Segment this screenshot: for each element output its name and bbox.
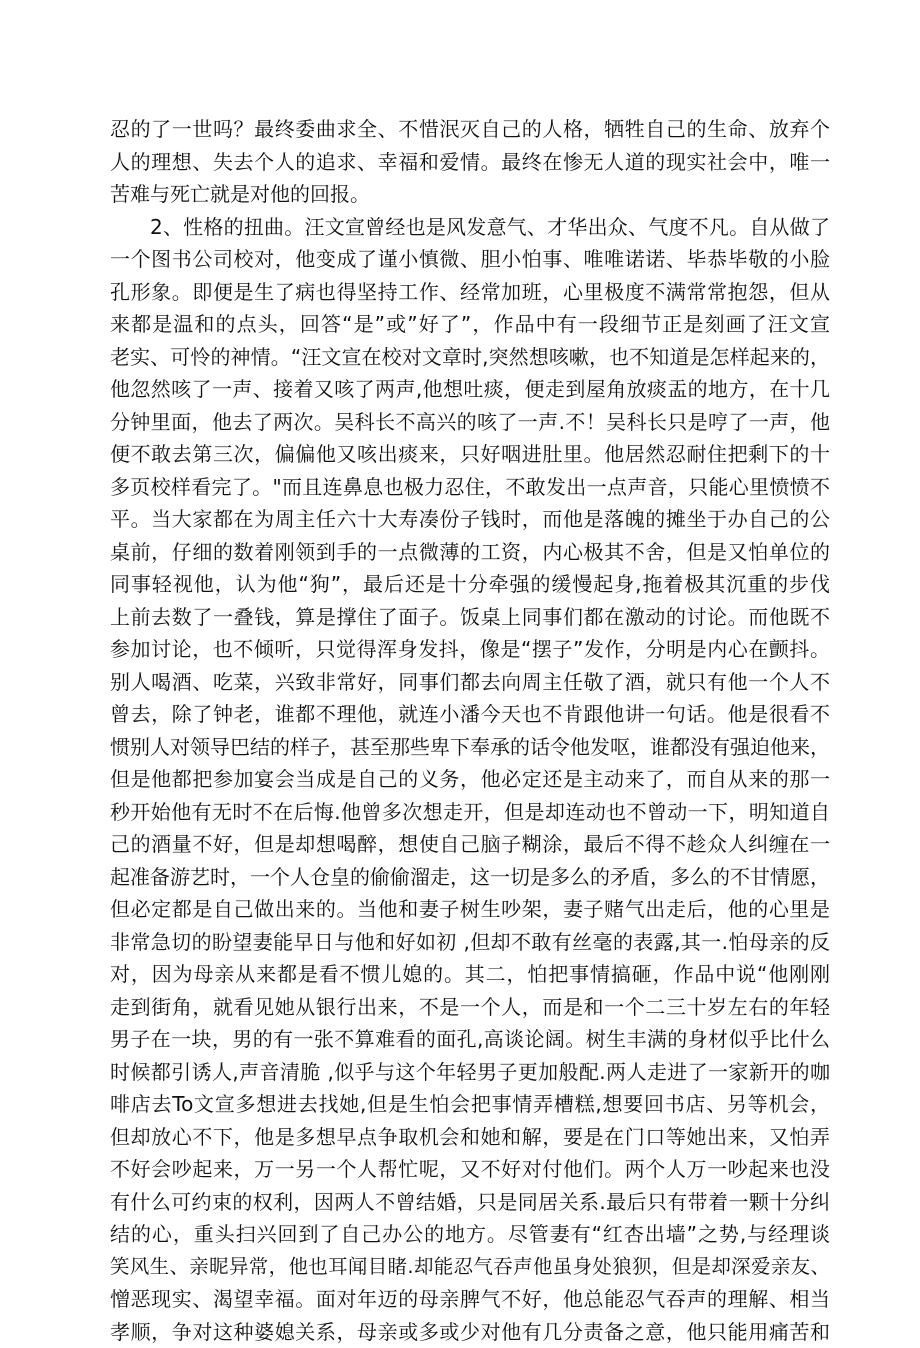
text-line: 别人喝酒、吃菜，兴致非常好，同事们都去向周主任敬了酒，就只有他一个人不 bbox=[110, 666, 830, 699]
text-line: 起准备游艺时，一个人仓皇的偷偷溜走，这一切是多么的矛盾，多么的不甘情愿， bbox=[110, 861, 830, 894]
text-line: 老实、可怜的神情。“汪文宣在校对文章时,突然想咳嗽，也不知道是怎样起来的， bbox=[110, 341, 830, 374]
text-line: 桌前，仔细的数着刚领到手的一点微薄的工资，内心极其不舍，但是又怕单位的 bbox=[110, 536, 830, 569]
text-line: 2、性格的扭曲。汪文宣曾经也是风发意气、才华出众、气度不凡。自从做了 bbox=[110, 211, 830, 244]
text-line: 来都是温和的点头，回答“是”或”好了”，作品中有一段细节正是刻画了汪文宣 bbox=[110, 308, 830, 341]
text-line: 憎恶现实、渴望幸福。面对年迈的母亲脾气不好，他总能忍气吞声的理解、相当 bbox=[110, 1283, 830, 1316]
text-line: 苦难与死亡就是对他的回报。 bbox=[110, 178, 830, 211]
text-line: 笑风生、亲昵异常，他也耳闻目睹.却能忍气吞声他虽身处狼狈，但是却深爱亲友、 bbox=[110, 1251, 830, 1284]
text-line: 惯别人对领导巴结的样子，甚至那些卑下奉承的话令他发呕，谁都没有强迫他来， bbox=[110, 731, 830, 764]
text-line: 男子在一块，男的有一张不算难看的面孔,高谈论阔。树生丰满的身材似乎比什么 bbox=[110, 1023, 830, 1056]
text-line: 上前去数了一叠钱，算是撑住了面子。饭桌上同事们都在激动的讨论。而他既不 bbox=[110, 601, 830, 634]
text-line: 分钟里面，他去了两次。吴科长不高兴的咳了一声.不！吴科长只是哼了一声，他 bbox=[110, 406, 830, 439]
text-line: 但是他都把参加宴会当成是自己的义务，他必定还是主动来了，而自从来的那一 bbox=[110, 763, 830, 796]
text-line: 不好会吵起来，万一另一个人帮忙呢，又不好对付他们。两个人万一吵起来也没 bbox=[110, 1153, 830, 1186]
text-line: 秒开始他有无时不在后悔.他曾多次想走开，但是却连动也不曾动一下，明知道自 bbox=[110, 796, 830, 829]
text-line: 对，因为母亲从来都是看不惯儿媳的。其二，怕把事情搞砸，作品中说“他刚刚 bbox=[110, 958, 830, 991]
text-line: 曾去，除了钟老，谁都不理他，就连小潘今天也不肯跟他讲一句话。他是很看不 bbox=[110, 698, 830, 731]
text-line: 但必定都是自己做出来的。当他和妻子树生吵架，妻子赌气出走后，他的心里是 bbox=[110, 893, 830, 926]
text-line: 参加讨论，也不倾听，只觉得浑身发抖，像是“摆子”发作，分明是内心在颤抖。 bbox=[110, 633, 830, 666]
text-line: 走到街角，就看见她从银行出来，不是一个人，而是和一个二三十岁左右的年轻 bbox=[110, 991, 830, 1024]
text-line: 忍的了一世吗？最终委曲求全、不惜泯灭自己的人格，牺牲自己的生命、放弃个 bbox=[110, 113, 830, 146]
text-line: 但却放心不下，他是多想早点争取机会和她和解，要是在门口等她出来，又怕弄 bbox=[110, 1121, 830, 1154]
text-line: 一个图书公司校对，他变成了谨小慎微、胆小怕事、唯唯诺诺、毕恭毕敬的小脸 bbox=[110, 243, 830, 276]
text-line: 非常急切的盼望妻能早日与他和好如初 ,但却不敢有丝毫的表露,其一.怕母亲的反 bbox=[110, 926, 830, 959]
text-line: 结的心，重头扫兴回到了自己办公的地方。尽管妻有“红杏出墙”之势,与经理谈 bbox=[110, 1218, 830, 1251]
text-line: 时候都引诱人,声音清脆 ,似乎与这个年轻男子更加般配.两人走进了一家新开的咖 bbox=[110, 1056, 830, 1089]
text-line: 多页校样看完了。"而且连鼻息也极力忍住，不敢发出一点声音，只能心里愤愤不 bbox=[110, 471, 830, 504]
text-line: 己的酒量不好，但是却想喝醉，想使自己脑子糊涂，最后不得不趁众人纠缠在一 bbox=[110, 828, 830, 861]
text-line: 孔形象。即便是生了病也得坚持工作、经常加班，心里极度不满常常抱怨，但从 bbox=[110, 276, 830, 309]
text-line: 同事轻视他，认为他“狗”，最后还是十分牵强的缓慢起身,拖着极其沉重的步伐 bbox=[110, 568, 830, 601]
text-line: 便不敢去第三次，偏偏他又咳出痰来，只好咽进肚里。他居然忍耐住把剩下的十 bbox=[110, 438, 830, 471]
text-line: 他忽然咳了一声、接着又咳了两声,他想吐痰，便走到屋角放痰盂的地方，在十几 bbox=[110, 373, 830, 406]
text-line: 孝顺，争对这种婆媳关系，母亲或多或少对他有几分责备之意，他只能用痛苦和 bbox=[110, 1316, 830, 1348]
text-line: 啡店去To文宣多想进去找她,但是生怕会把事情弄槽糕,想要回书店、另等机会， bbox=[110, 1088, 830, 1121]
text-line: 有什么可约束的权利，因两人不曾结婚，只是同居关系.最后只有带着一颗十分纠 bbox=[110, 1186, 830, 1219]
text-line: 人的理想、失去个人的追求、幸福和爱情。最终在惨无人道的现实社会中，唯一 bbox=[110, 146, 830, 179]
text-line: 平。当大家都在为周主任六十大寿凑份子钱时，而他是落魄的摊坐于办自己的公 bbox=[110, 503, 830, 536]
body-text bbox=[110, 113, 830, 1348]
